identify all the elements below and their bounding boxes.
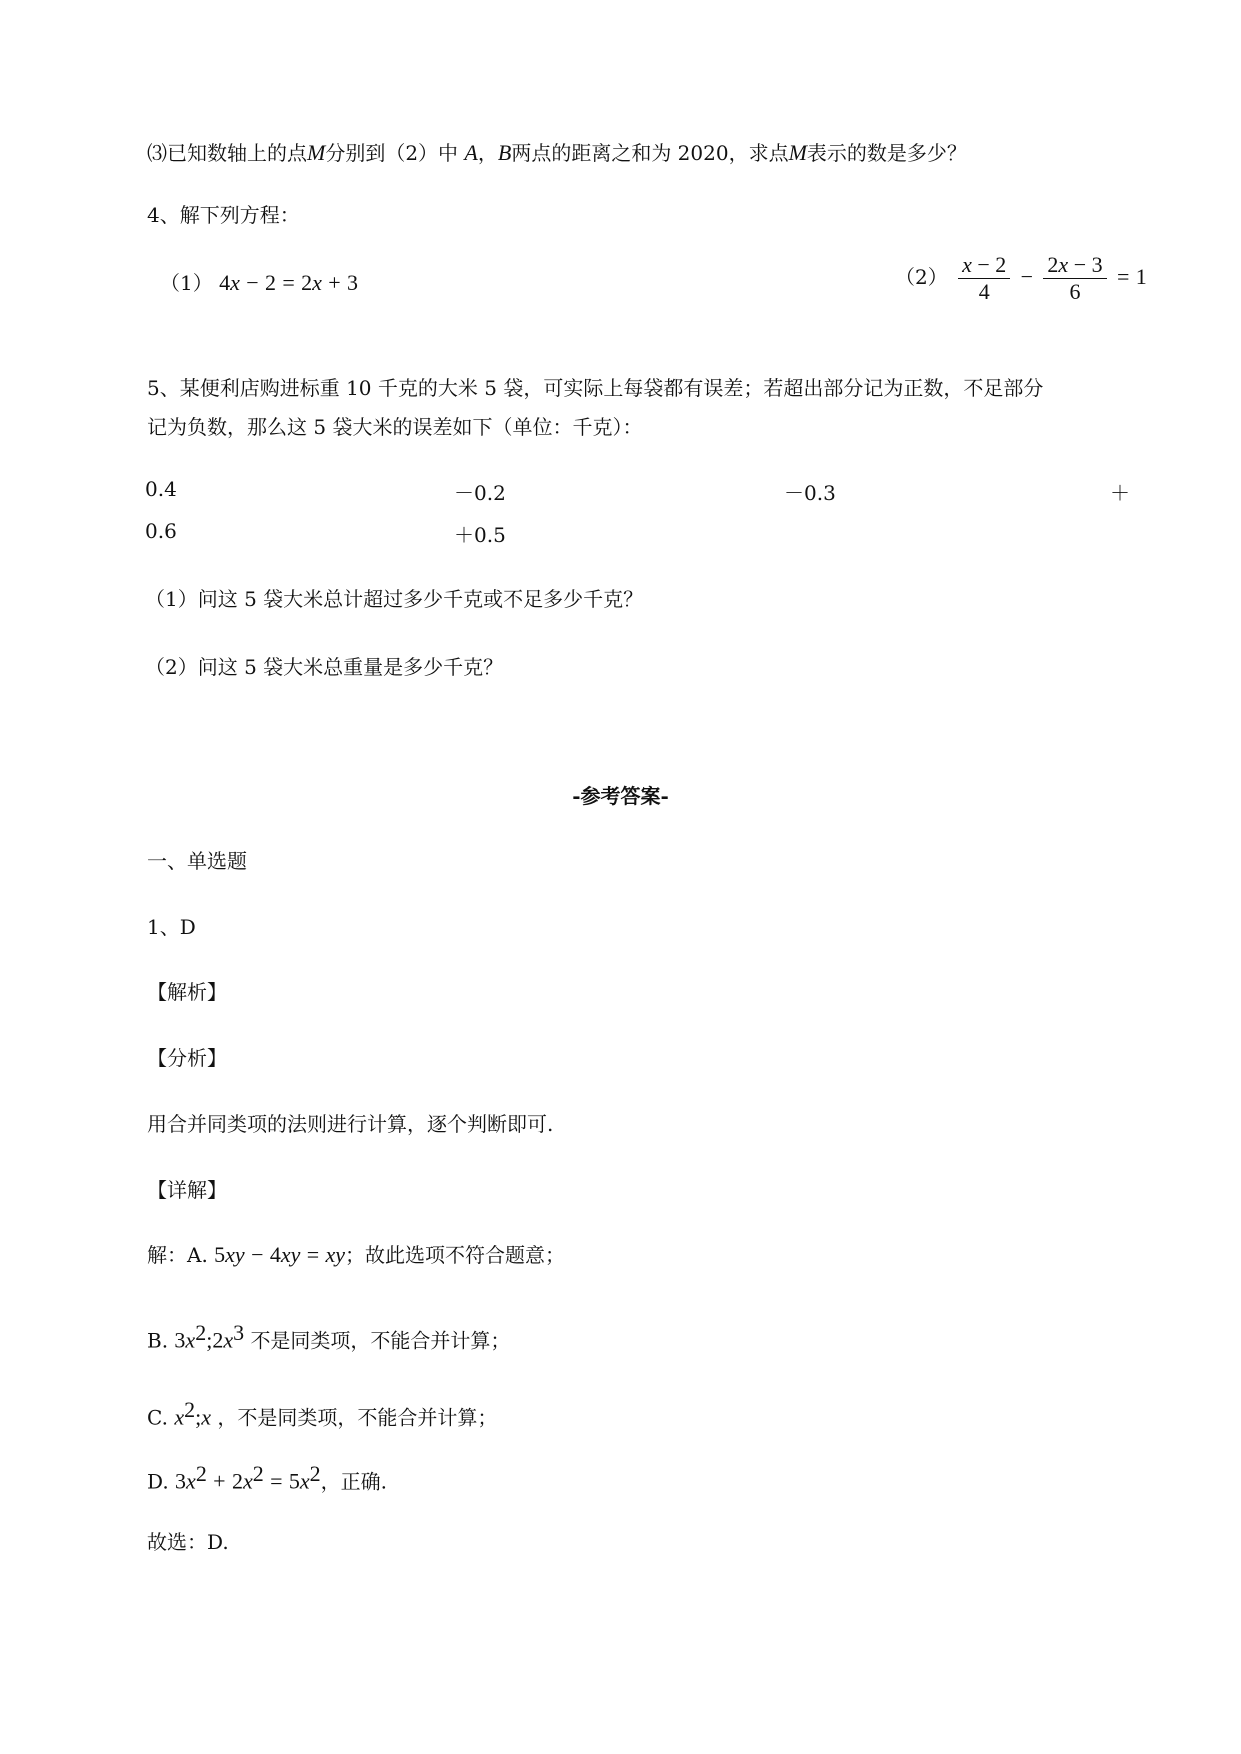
error-value-5: ＋0.5 — [454, 523, 506, 547]
question-5-sub1: （1）问这 5 袋大米总计超过多少千克或不足多少千克？ — [145, 587, 644, 611]
question-5-line1: 5、某便利店购进标重 10 千克的大米 5 袋，可实际上每袋都有误差；若超出部分记为正数，不足部分 — [147, 376, 1044, 400]
error-value-3: －0.3 — [784, 481, 836, 505]
question-3: ⑶已知数轴上的点M分别到（2）中 A，B两点的距离之和为 2020，求点M表示的数是多少？ — [147, 140, 967, 165]
equation-1: （1） 4x − 2 = 2x + 3 — [160, 270, 359, 295]
error-value-4-sign: ＋ — [1110, 481, 1130, 505]
analysis-text: 用合并同类项的法则进行计算，逐个判断即可. — [147, 1112, 554, 1136]
option-a-explanation: 解：A. 5xy − 4xy = xy；故此选项不符合题意； — [147, 1242, 566, 1267]
equation-2: （2） $\frac{x - 2}{4}$ − $\frac{2x - 3}{6}$ = 1 — [895, 252, 1147, 304]
error-value-1: 0.4 — [145, 477, 177, 501]
question-5-sub2: （2）问这 5 袋大米总重量是多少千克？ — [145, 655, 504, 679]
question-4-title: 4、解下列方程： — [147, 203, 300, 227]
section-title: 一、单选题 — [147, 849, 247, 873]
fraction-2: $\frac{2x - 3}{6}$ — [1043, 252, 1106, 305]
conclusion: 故选：D. — [147, 1530, 229, 1554]
answers-heading: -参考答案- — [572, 784, 669, 808]
error-value-4: 0.6 — [145, 519, 177, 543]
xiangjie-label: 【详解】 — [147, 1178, 227, 1202]
jiexi-label: 【解析】 — [147, 980, 227, 1004]
option-d-explanation: D. $3x^2 + 2x^2 = 5x^2$，正确. — [147, 1461, 387, 1494]
fenxi-label: 【分析】 — [147, 1046, 227, 1070]
option-c-explanation: C. $x^2;x$ ，不是同类项，不能合并计算； — [147, 1397, 498, 1430]
error-value-2: －0.2 — [454, 481, 506, 505]
option-b-explanation: B. $3x^2;2x^3$ 不是同类项，不能合并计算； — [147, 1320, 511, 1353]
question-5-line2: 记为负数，那么这 5 袋大米的误差如下（单位：千克）： — [147, 415, 643, 439]
fraction-1: $\frac{x - 2}{4}$ — [958, 252, 1010, 305]
answer-item: 1、D — [147, 915, 196, 939]
